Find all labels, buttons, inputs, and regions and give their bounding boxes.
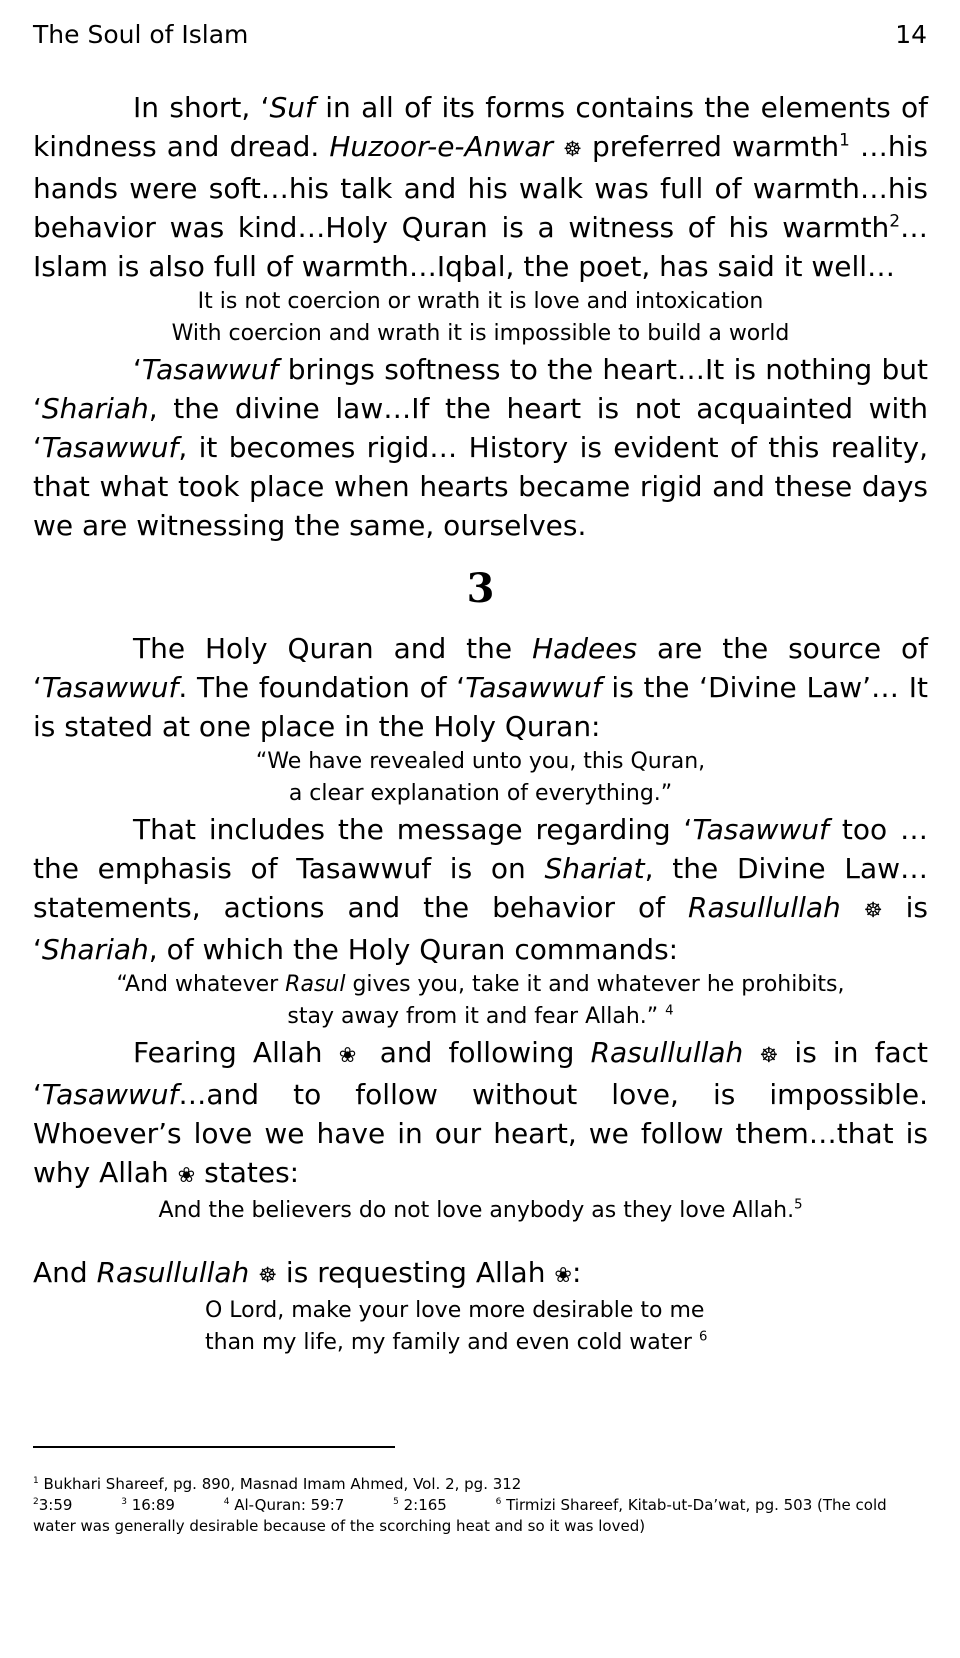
footnote-1: $^1$ Bukhari Shareef, pg. 890, Masnad Imam Ahmed, Vol. 2, pg. 312 <box>33 1475 522 1493</box>
honorific-prophet-icon: ☸ <box>563 137 582 161</box>
footnote-ref-4: 4 <box>665 1003 674 1019</box>
quote-line: stay away from it and fear Allah.” $^4$ <box>287 1003 674 1029</box>
honorific-allah-icon: ❀ <box>338 1043 364 1067</box>
paragraph-6: And Rasullullah ☸ is requesting Allah ❀: <box>33 1256 582 1289</box>
quran-quote: And the believers do not love anybody as they love Allah.$^5$ <box>158 1197 803 1223</box>
paragraph-2: ‘Tasawwuf brings softness to the heart…It is nothing but ‘Shariah, the divine law…If the heart is not acquainted with ‘Tasawwuf, it becomes rigid… History is evident of this reality, that what took place when hearts became rigid and these days we are witnessing the same, ourselves. <box>33 353 928 542</box>
footnote-ref-5: 5 <box>794 1197 803 1213</box>
honorific-prophet-icon: ☸ <box>863 898 883 922</box>
quote-line: a clear explanation of everything.” <box>288 781 673 806</box>
couplet <box>33 286 928 350</box>
footnote-row <box>33 1495 928 1537</box>
footnote-ref-1: 1 <box>839 129 850 150</box>
footnote-divider <box>33 1446 395 1448</box>
paragraph-5: Fearing Allah ❀ and following Rasullullah ☸ is in fact ‘Tasawwuf…and to follow without love, is impossible. Whoever’s love we have in our heart, we follow them…that is why Allah ❀ states: <box>33 1036 928 1189</box>
honorific-prophet-icon: ☸ <box>759 1043 779 1067</box>
honorific-allah-icon: ❀ <box>177 1163 196 1187</box>
footnote-6: $^6$ Tirmizi Shareef, Kitab-ut-Da’wat, pg. 503 (The cold water was generally desirable because of the scorching heat and so it was loved) <box>33 1496 887 1535</box>
book-title: The Soul of Islam <box>33 20 249 49</box>
page-number: 14 <box>895 20 927 49</box>
quran-quote <box>33 969 928 1033</box>
footnote-4: $^4$ Al-Quran: 59:7 <box>223 1496 345 1514</box>
quote-line: “We have revealed unto you, this Quran, <box>255 749 706 774</box>
quote-line: than my life, my family and even cold water $^6$ <box>205 1329 708 1355</box>
running-header <box>33 20 927 56</box>
footnote-3: $^3$ 16:89 <box>121 1496 175 1514</box>
footnote-2: $^2$3:59 <box>33 1496 73 1514</box>
quote-line: “And whatever Rasul gives you, take it and whatever he prohibits, <box>116 972 845 997</box>
spacer <box>33 1227 928 1253</box>
footnotes <box>33 1474 928 1537</box>
footnote-5: $^5$ 2:165 <box>393 1496 447 1514</box>
body-text <box>33 88 928 1359</box>
section-number: 3 <box>466 565 495 612</box>
quote-line: O Lord, make your love more desirable to me <box>205 1298 705 1323</box>
footnote-ref-6: 6 <box>698 1329 708 1345</box>
footnote-ref-2: 2 <box>889 210 900 231</box>
paragraph-4: That includes the message regarding ‘Tasawwuf too …the emphasis of Tasawwuf is on Shariat, the Divine Law… statements, actions and the behavior of Rasullullah ☸ is ‘Shariah, of which the Holy Quran commands: <box>33 813 929 966</box>
paragraph-1: In short, ‘Suf in all of its forms contains the elements of kindness and dread. Huzoor-e-Anwar ☸ preferred warmth$^1$ …his hands were soft…his talk and his walk was full of warmth…his behavior was kind…Holy Quran is a witness of his warmth$^2$…Islam is also full of warmth…Iqbal, the poet, has said it well… <box>33 91 929 283</box>
paragraph-3: The Holy Quran and the Hadees are the source of ‘Tasawwuf. The foundation of ‘Tasawwuf is the ‘Divine Law’… It is stated at one place in the Holy Quran: <box>33 632 928 743</box>
honorific-allah-icon: ❀ <box>554 1263 572 1287</box>
couplet-line: It is not coercion or wrath it is love and intoxication <box>197 289 764 314</box>
quran-quote <box>33 746 928 810</box>
prayer-quote <box>33 1295 928 1359</box>
couplet-line: With coercion and wrath it is impossible to build a world <box>171 321 790 346</box>
honorific-prophet-icon: ☸ <box>258 1263 278 1287</box>
